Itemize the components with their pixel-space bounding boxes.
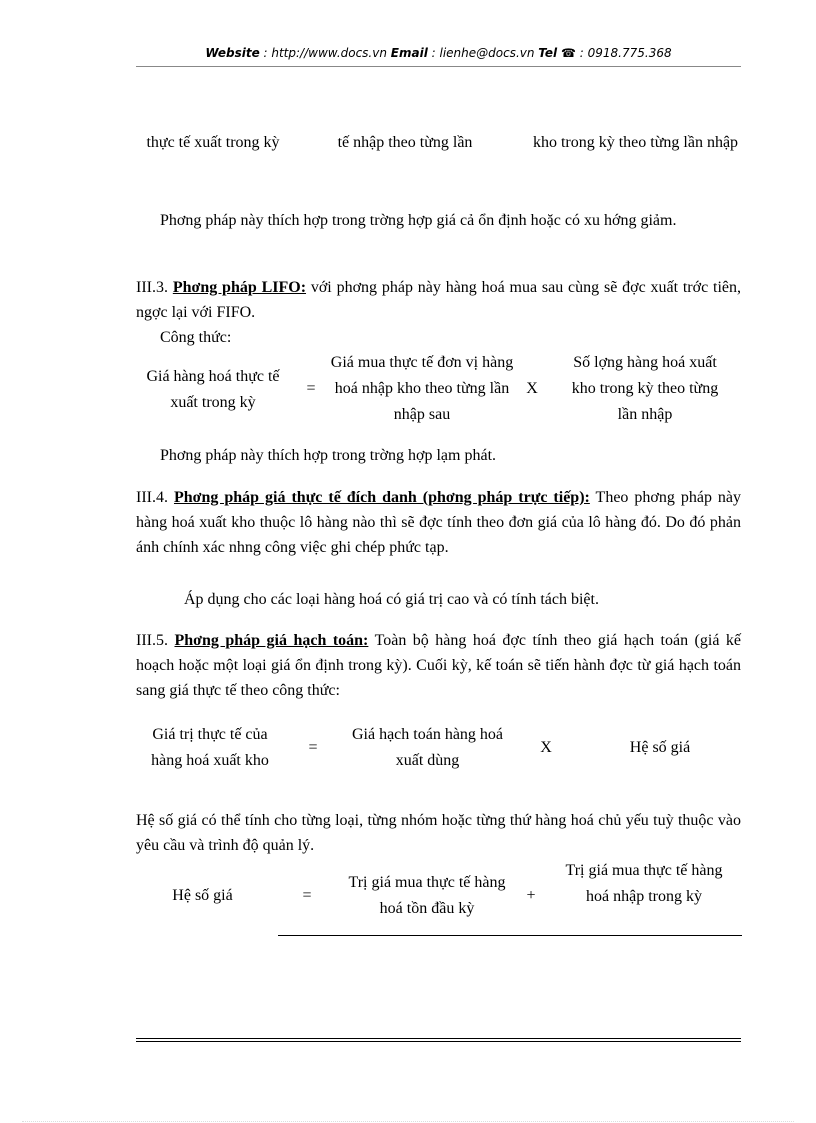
paragraph-fifo-note: Phơng pháp này thích hợp trong trờng hợp giá cả ổn định hoặc có xu hớng giảm. bbox=[160, 212, 677, 229]
formula1-operator: X bbox=[526, 380, 538, 397]
section-lifo-text: với phơng pháp này hàng hoá mua sau cùng sẽ đợc xuất trớc tiên, ngợc lại với FIFO. bbox=[136, 279, 742, 321]
paragraph-price-coefficient: Hệ số giá có thể tính cho từng loại, từng nhóm hoặc từng thứ hàng hoá chủ yếu tuỳ thuộc vào yêu cầu và trình độ quản lý. bbox=[136, 812, 741, 854]
formula-label: Công thức: bbox=[160, 329, 232, 346]
section-lifo bbox=[136, 275, 741, 325]
formula3-equals: = bbox=[302, 887, 312, 904]
header-rule bbox=[136, 66, 741, 67]
phone-icon: ☎ bbox=[561, 46, 576, 60]
formula2-left: Giá trị thực tế của hàng hoá xuất kho bbox=[151, 726, 269, 769]
top-row-col-1: thực tế xuất trong kỳ bbox=[146, 134, 280, 151]
paragraph-lifo-note: Phơng pháp này thích hợp trong trờng hợp lạm phát. bbox=[160, 447, 497, 464]
application-note: Áp dụng cho các loại hàng hoá có giá trị cao và có tính tách biệt. bbox=[184, 591, 599, 608]
top-row-col-2: tế nhập theo từng lần bbox=[337, 134, 473, 151]
section-specific-identification bbox=[136, 485, 741, 560]
formula2-equals: = bbox=[308, 739, 318, 756]
tel-label: Tel bbox=[538, 46, 558, 60]
section-lifo-prefix: III.3. bbox=[136, 279, 173, 296]
formula1-right: Số lợng hàng hoá xuất kho trong kỳ theo từng lần nhập bbox=[571, 354, 719, 423]
footer-rule-top bbox=[136, 1038, 741, 1039]
formula2-operator: X bbox=[540, 739, 552, 756]
footer-rule-bottom bbox=[136, 1041, 741, 1042]
section-ap-title: Phơng pháp giá hạch toán: bbox=[174, 632, 369, 649]
website-label: Website bbox=[205, 46, 260, 60]
section-si-title: Phơng pháp giá thực tế đích danh (phơng pháp trực tiếp): bbox=[173, 489, 590, 506]
section-si-prefix: III.4. bbox=[136, 489, 174, 506]
section-accounting-price bbox=[136, 628, 741, 703]
top-row-col-3: kho trong kỳ theo từng lần nhập bbox=[532, 134, 739, 151]
formula1-middle: Giá mua thực tế đơn vị hàng hoá nhập kho theo từng lần nhập sau bbox=[330, 354, 514, 423]
formula2-right: Hệ số giá bbox=[629, 739, 691, 756]
section-lifo-title: Phơng pháp LIFO: bbox=[172, 279, 307, 296]
formula2-middle: Giá hạch toán hàng hoá xuất dùng bbox=[351, 726, 504, 769]
page-header bbox=[136, 46, 741, 60]
formula3-right: Trị giá mua thực tế hàng hoá nhập trong kỳ bbox=[565, 862, 723, 905]
formula1-left: Giá hàng hoá thực tế xuất trong kỳ bbox=[146, 368, 280, 411]
formula3-operator: + bbox=[526, 887, 536, 904]
formula3-left: Hệ số giá bbox=[172, 887, 233, 904]
tel-value: : 0918.775.368 bbox=[575, 46, 672, 60]
email-value: : lienhe@docs.vn bbox=[427, 46, 539, 60]
page-edge-dots bbox=[22, 1121, 794, 1122]
section-ap-prefix: III.5. bbox=[136, 632, 175, 649]
website-value: : http://www.docs.vn bbox=[259, 46, 391, 60]
formula1-equals: = bbox=[306, 380, 316, 397]
section-si-text: Theo phơng pháp này hàng hoá xuất kho thuộc lô hàng nào thì sẽ đợc tính theo đơn giá của lô hàng đó. Do đó phản ánh chính xác nhng công việc ghi chép phức tạp. bbox=[136, 489, 742, 556]
formula3-rule bbox=[278, 935, 742, 936]
email-label: Email bbox=[390, 46, 428, 60]
section-ap-text: Toàn bộ hàng hoá đợc tính theo giá hạch toán (giá kế hoạch hoặc một loại giá ổn định trong kỳ). Cuối kỳ, kế toán sẽ tiến hành đợc từ giá hạch toán sang giá thực tế theo công thức: bbox=[136, 632, 742, 699]
formula3-middle: Trị giá mua thực tế hàng hoá tồn đầu kỳ bbox=[348, 874, 506, 917]
